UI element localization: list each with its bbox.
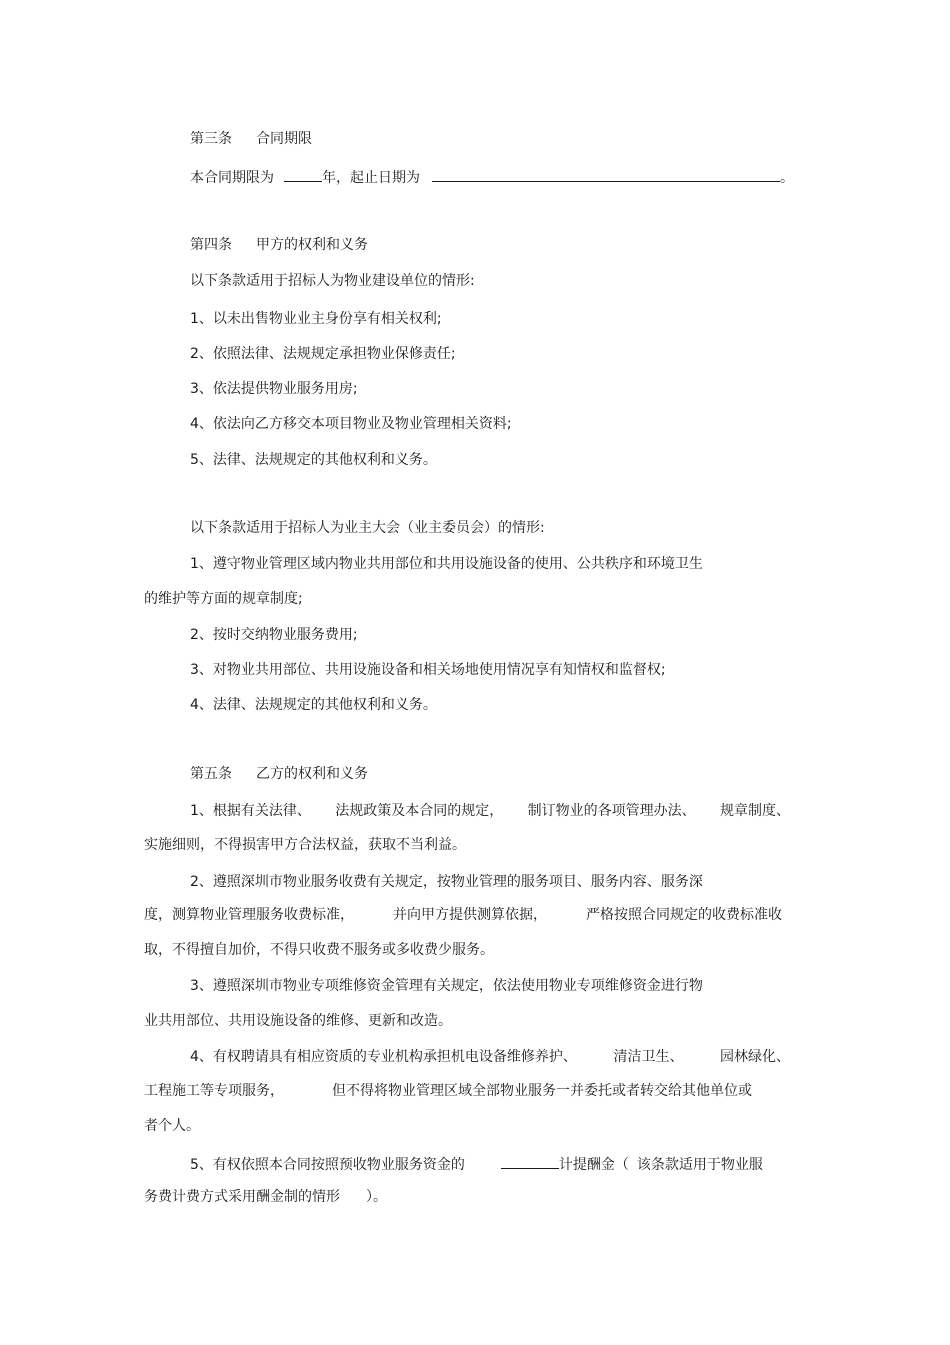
text-run: 制订物业的各项管理办法、 xyxy=(527,803,696,819)
art4-a-item: 3、依法提供物业服务用房; xyxy=(190,381,358,397)
art4-a-item: 1、以未出售物业业主身份享有相关权利; xyxy=(190,311,442,327)
term-years-blank[interactable] xyxy=(284,166,322,182)
remuneration-rate-blank[interactable] xyxy=(501,1153,559,1169)
text-run: 4、有权聘请具有相应资质的专业机构承担机电设备维修养护、 xyxy=(190,1049,577,1065)
art5-item-3-cont: 业共用部位、共用设施设备的维修、更新和改造。 xyxy=(144,1013,452,1029)
article-3-title: 合同期限 xyxy=(256,131,312,147)
art5-item-1 xyxy=(190,801,790,821)
art5-item-5-cont xyxy=(144,1187,387,1207)
art5-item-4-cont xyxy=(144,1081,752,1101)
art4-a-item: 2、依照法律、法规规定承担物业保修责任; xyxy=(190,346,456,362)
art4-b-item: 2、按时交纳物业服务费用; xyxy=(190,627,358,643)
article-4-heading xyxy=(190,235,368,255)
art5-item-1-cont: 实施细则，不得损害甲方合法权益，获取不当利益。 xyxy=(144,837,466,853)
text-run: 清洁卫生、 xyxy=(613,1049,684,1065)
art4-b-item: 4、法律、法规规定的其他权利和义务。 xyxy=(190,697,437,713)
term-end-mark: 。 xyxy=(780,170,794,186)
term-dates-label: 年，起止日期为 xyxy=(322,170,420,186)
text-run: 1、根据有关法律、 xyxy=(190,803,311,819)
article-4-number: 第四条 xyxy=(190,237,232,253)
art4-a-item: 4、依法向乙方移交本项目物业及物业管理相关资料; xyxy=(190,416,512,432)
art5-item-4-cont: 者个人。 xyxy=(144,1118,200,1134)
art5-item-2-cont xyxy=(144,905,782,925)
art4-b-item: 1、遵守物业管理区域内物业共用部位和共用设施设备的使用、公共秩序和环境卫生 xyxy=(190,556,703,572)
article-3-number: 第三条 xyxy=(190,131,232,147)
art5-item-2: 2、遵照深圳市物业服务收费有关规定，按物业管理的服务项目、服务内容、服务深 xyxy=(190,874,703,890)
text-run: 并向甲方提供测算依据， xyxy=(393,907,547,923)
text-run: 工程施工等专项服务， xyxy=(144,1083,284,1099)
article-5-title: 乙方的权利和义务 xyxy=(256,766,368,782)
text-run: 但不得将物业管理区域全部物业服务一并委托或者转交给其他单位或 xyxy=(332,1083,752,1099)
art4-intro-developer: 以下条款适用于招标人为物业建设单位的情形: xyxy=(190,273,475,289)
text-run: 该条款适用于物业服 xyxy=(636,1157,763,1173)
term-dates-blank[interactable] xyxy=(432,166,780,182)
article-3-heading xyxy=(190,129,312,149)
text-run: 严格按照合同规定的收费标准收 xyxy=(586,907,782,923)
art4-b-item: 3、对物业共用部位、共用设施设备和相关场地使用情况享有知情权和监督权; xyxy=(190,662,666,678)
art5-item-3: 3、遵照深圳市物业专项维修资金管理有关规定，依法使用物业专项维修资金进行物 xyxy=(190,978,703,994)
text-run: 务费计费方式采用酬金制的情形 xyxy=(144,1189,340,1205)
art4-intro-owners: 以下条款适用于招标人为业主大会（业主委员会）的情形: xyxy=(190,520,545,536)
text-run: 法规政策及本合同的规定， xyxy=(335,803,504,819)
term-label: 本合同期限为 xyxy=(190,170,274,186)
article-5-heading xyxy=(190,764,368,784)
art5-item-2-cont: 取，不得擅自加价，不得只收费不服务或多收费少服务。 xyxy=(144,942,494,958)
art5-item-4 xyxy=(190,1047,790,1067)
art4-b-item-cont: 的维护等方面的规章制度; xyxy=(144,591,303,607)
article-5-number: 第五条 xyxy=(190,766,232,782)
text-run: ）。 xyxy=(366,1189,387,1205)
text-run: 5、有权依照本合同按照预收物业服务资金的 xyxy=(190,1157,465,1173)
text-run: 度，测算物业管理服务收费标准， xyxy=(144,907,354,923)
art5-item-5 xyxy=(190,1153,763,1175)
article-4-title: 甲方的权利和义务 xyxy=(256,237,368,253)
text-run: 计提酬金（ xyxy=(558,1157,629,1173)
text-run: 园林绿化、 xyxy=(720,1049,790,1065)
contract-term-line xyxy=(190,166,794,188)
art4-a-item: 5、法律、法规规定的其他权利和义务。 xyxy=(190,452,437,468)
text-run: 规章制度、 xyxy=(720,803,790,819)
